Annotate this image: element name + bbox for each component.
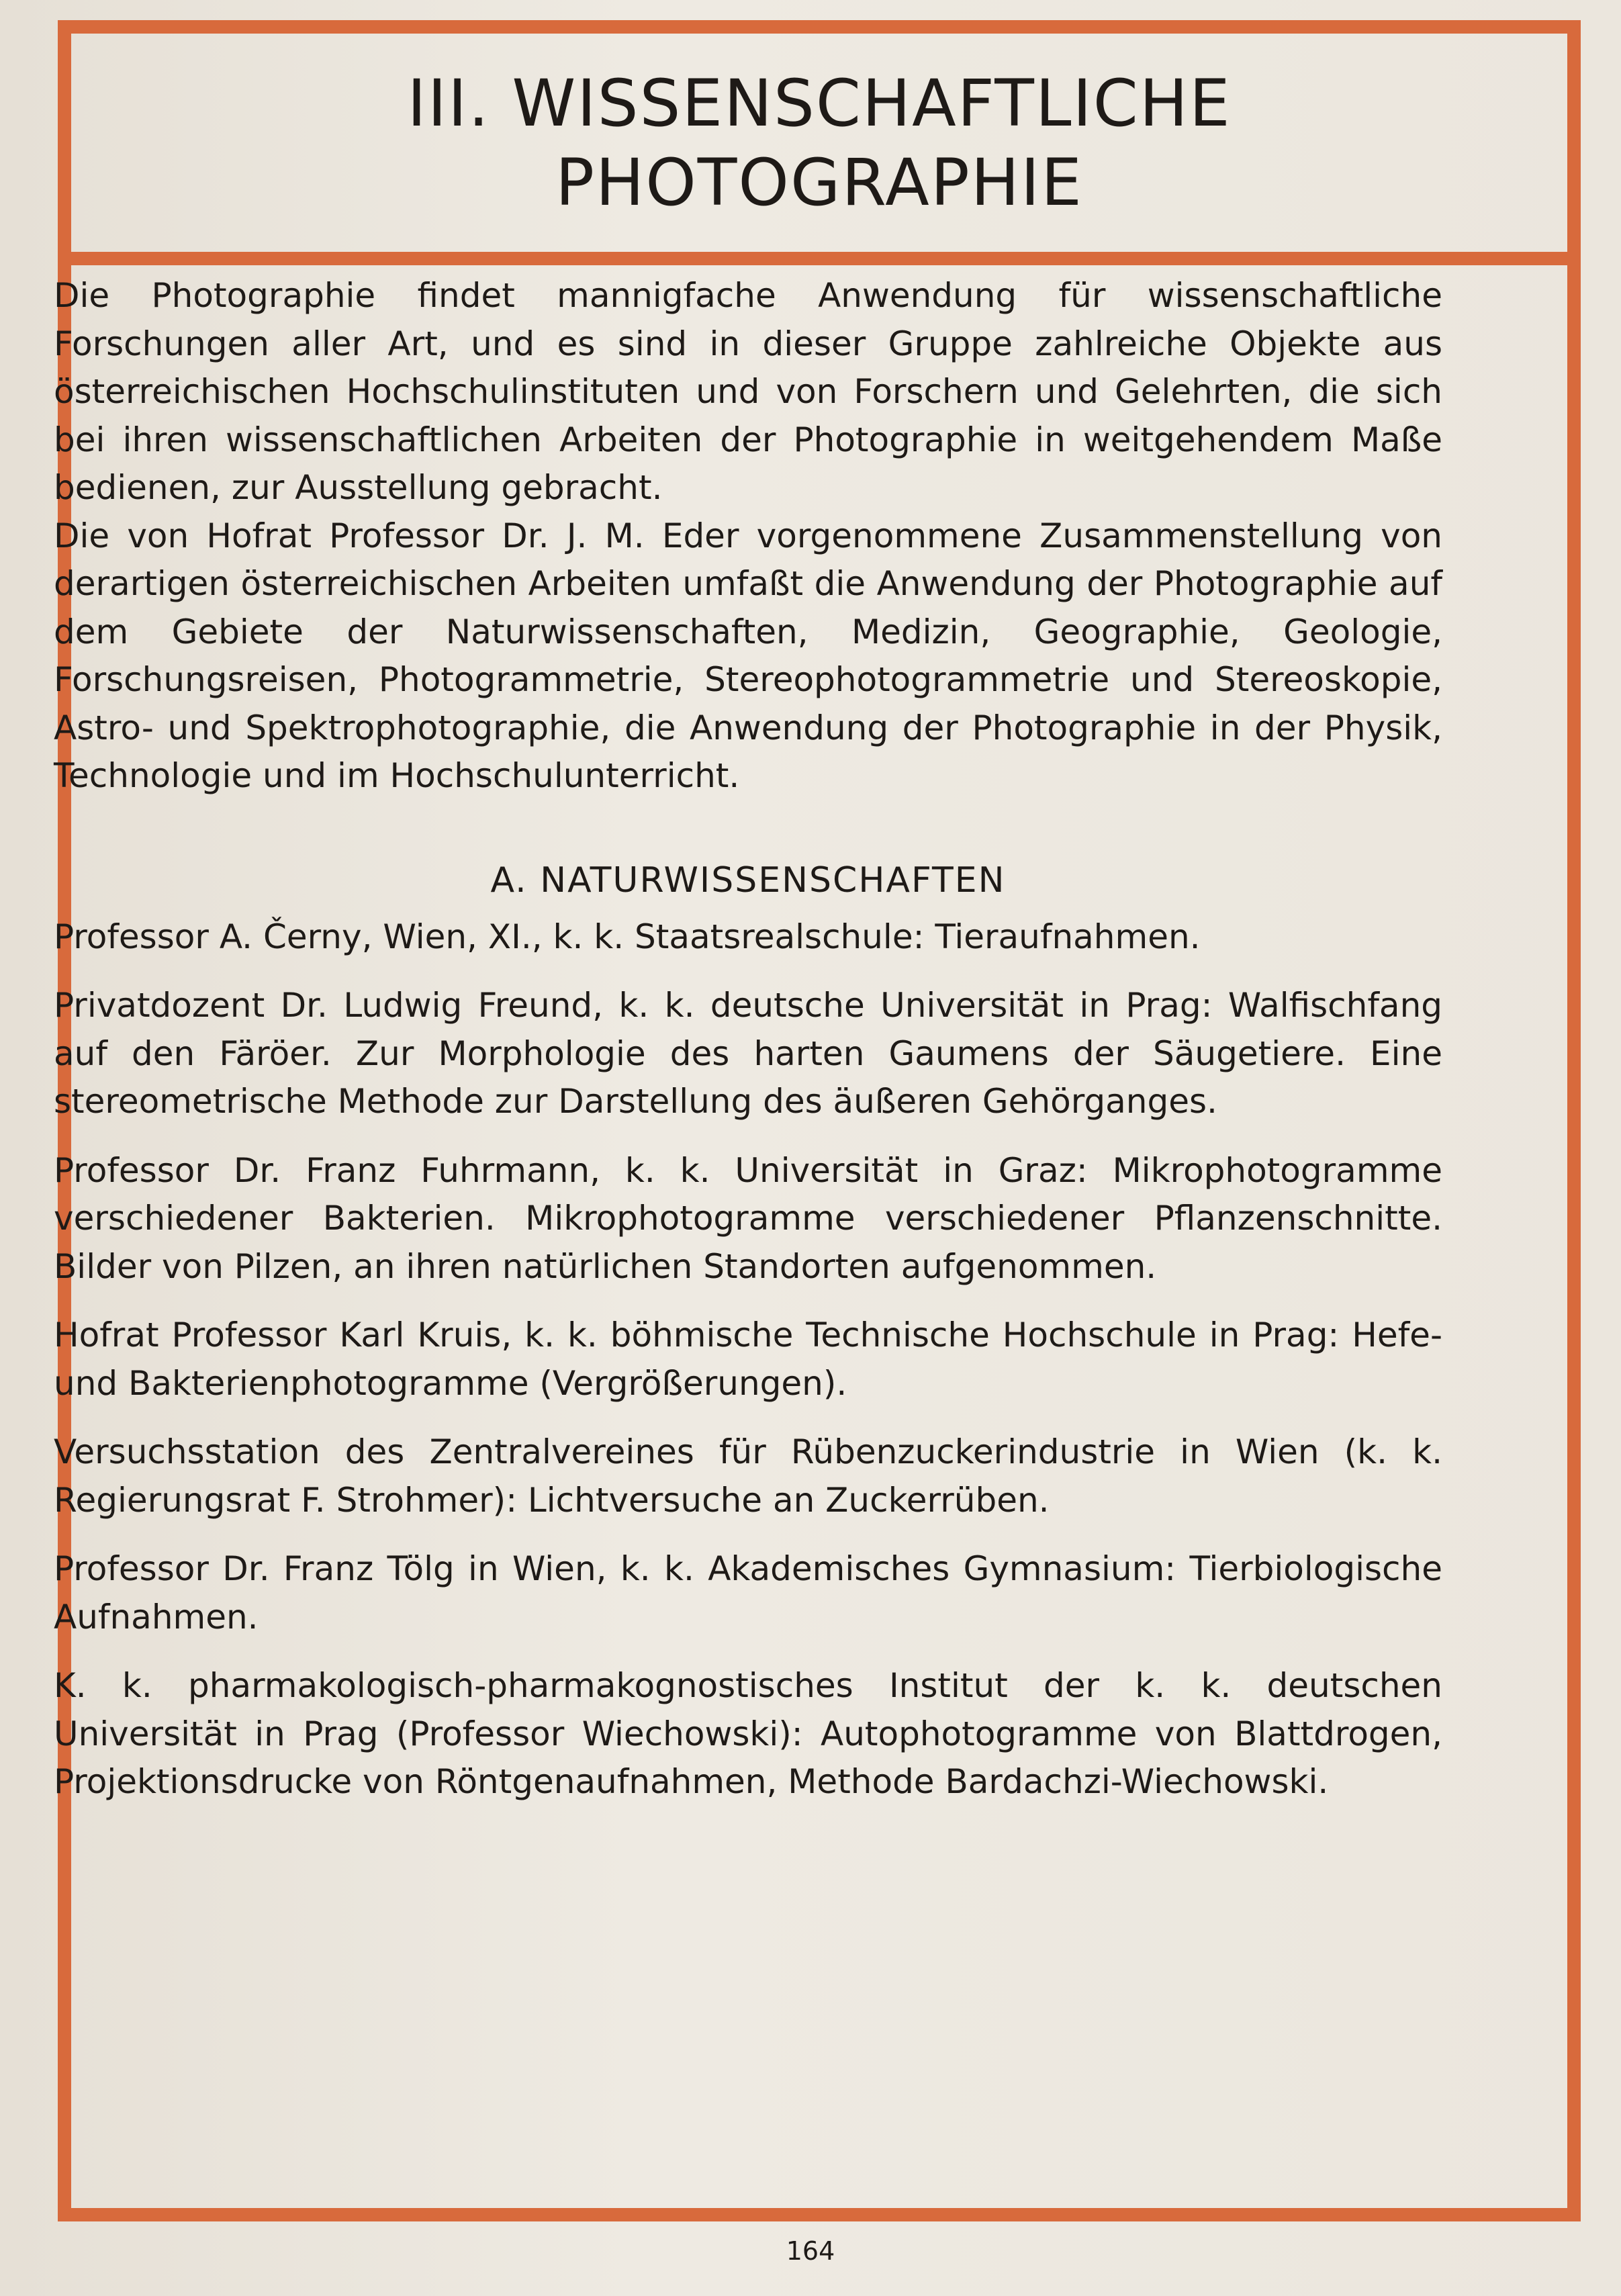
entry-versuchsstation: Versuchsstation des Zentralvereines für Rübenzuckerindustrie in Wien (k. k. Regierungsrat F. Strohmer): Lichtversuche an Zuckerrüben. — [54, 1432, 1442, 1520]
intro-paragraph-2: Die von Hofrat Professor Dr. J. M. Eder vorgenommene Zusammenstellung von derartigen österreichischen Arbeiten umfaßt die Anwendung der Photographie auf dem Gebiete der Naturwissenschaften, Medizin, Geographie, Geologie, Forschungsreisen, Photogrammetrie, Stereophotogrammetrie und Stereoskopie, Astro- und Spektrophotographie, die Anwendung der Photographie in der Physik, Technologie und im Hochschulunterricht. — [54, 516, 1442, 795]
page-title-line-2: PHOTOGRAPHIE — [555, 144, 1083, 220]
section-heading: A. NATURWISSENSCHAFTEN — [490, 860, 1006, 901]
intro-paragraph-1: Die Photographie findet mannigfache Anwendung für wissenschaftliche Forschungen aller Art, und es sind in dieser Gruppe zahlreiche Objekte aus österreichischen Hochschulinstituten und von Forschern und Gelehrten, die sich bei ihren wissenschaftlichen Arbeiten der Photographie in weitgehendem Maße bedienen, zur Ausstellung gebracht. — [54, 276, 1442, 507]
page-number: 164 — [786, 2236, 835, 2266]
page-content — [54, 272, 1442, 1827]
entry-cerny: Professor A. Černy, Wien, XI., k. k. Staatsrealschule: Tieraufnahmen. — [54, 917, 1201, 956]
page-title-line-1: III. WISSENSCHAFTLICHE — [407, 65, 1232, 141]
entry-toelg: Professor Dr. Franz Tölg in Wien, k. k. Akademisches Gymnasium: Tierbiologische Aufnahmen. — [54, 1549, 1442, 1637]
entry-fuhrmann: Professor Dr. Franz Fuhrmann, k. k. Universität in Graz: Mikrophotogramme verschiedener Bakterien. Mikrophotogramme verschiedener Pflanzenschnitte. Bilder von Pilzen, an ihren natürlichen Standorten aufgenommen. — [54, 1150, 1442, 1286]
title-box — [71, 34, 1567, 265]
entry-kruis: Hofrat Professor Karl Kruis, k. k. böhmische Technische Hochschule in Prag: Hefe- und Bakterienphotogramme (Vergrößerungen). — [54, 1316, 1442, 1403]
entry-freund: Privatdozent Dr. Ludwig Freund, k. k. deutsche Universität in Prag: Walfischfang auf den Färöer. Zur Morphologie des harten Gaumens der Säugetiere. Eine stereometrische Methode zur Darstellung des äußeren Gehörganges. — [54, 986, 1442, 1121]
entry-pharmakologisch: K. k. pharmakologisch-pharmakognostisches Institut der k. k. deutschen Universität in Prag (Professor Wiechowski): Autophotogramme von Blattdrogen, Projektionsdrucke von Röntgenaufnahmen, Methode Bardachzi-Wiechowski. — [54, 1666, 1442, 1801]
